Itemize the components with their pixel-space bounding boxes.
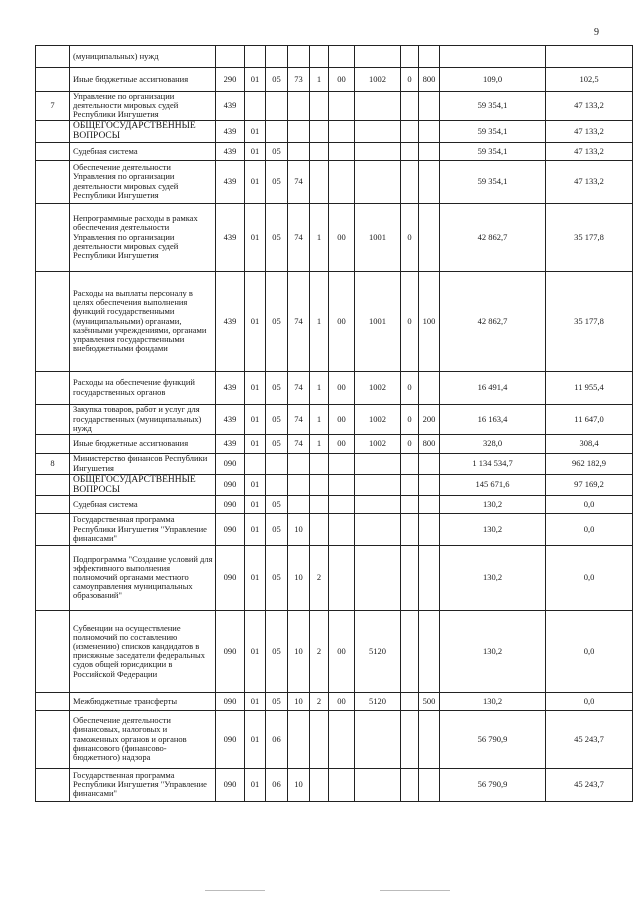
- cell-csr2: 1: [310, 371, 329, 404]
- table-row: [36, 692, 633, 710]
- scan-mark: [380, 890, 450, 891]
- cell-csr2: [310, 160, 329, 203]
- cell-pr: 05: [266, 692, 288, 710]
- cell-csr3: [329, 768, 355, 801]
- cell-adm: 090: [216, 474, 245, 495]
- cell-sum2: 97 169,2: [546, 474, 633, 495]
- table-row: [36, 68, 633, 92]
- cell-pr: 05: [266, 434, 288, 453]
- cell-csr1: 74: [288, 160, 310, 203]
- cell-sum2: 0,0: [546, 513, 633, 545]
- cell-pr: 05: [266, 610, 288, 692]
- cell-sum2: 45 243,7: [546, 768, 633, 801]
- cell-num: [36, 768, 70, 801]
- cell-csr5: [401, 495, 419, 513]
- table-row: [36, 610, 633, 692]
- cell-adm: 439: [216, 142, 245, 160]
- cell-sum2: 47 133,2: [546, 142, 633, 160]
- cell-name: Министерство финансов Республики Ингушетия: [70, 453, 216, 474]
- page-number: 9: [594, 27, 599, 38]
- cell-sum2: 0,0: [546, 495, 633, 513]
- cell-csr2: [310, 768, 329, 801]
- cell-csr2: 1: [310, 271, 329, 371]
- cell-csr5: [401, 545, 419, 610]
- cell-name: Государственная программа Республики Ингушетия "Управление финансами": [70, 768, 216, 801]
- cell-pr: 05: [266, 371, 288, 404]
- cell-csr5: 0: [401, 271, 419, 371]
- cell-name: Иные бюджетные ассигнования: [70, 68, 216, 92]
- cell-name: Расходы на обеспечение функций государственных органов: [70, 371, 216, 404]
- table-row: [36, 495, 633, 513]
- cell-sum2: 35 177,8: [546, 271, 633, 371]
- cell-vr: [419, 710, 440, 768]
- cell-sum1: 130,2: [440, 545, 546, 610]
- table-row: [36, 453, 633, 474]
- cell-vr: [419, 142, 440, 160]
- cell-csr2: 1: [310, 404, 329, 434]
- cell-csr1: 74: [288, 271, 310, 371]
- cell-csr2: [310, 92, 329, 121]
- cell-csr5: 0: [401, 203, 419, 271]
- scan-mark: [205, 890, 265, 891]
- cell-csr4: [355, 545, 401, 610]
- cell-adm: 090: [216, 513, 245, 545]
- cell-name: ОБЩЕГОСУДАРСТВЕННЫЕ ВОПРОСЫ: [70, 120, 216, 142]
- cell-csr1: [288, 474, 310, 495]
- cell-vr: [419, 513, 440, 545]
- cell-csr4: [355, 92, 401, 121]
- cell-csr5: [401, 710, 419, 768]
- cell-csr4: 5120: [355, 610, 401, 692]
- cell-pr: 05: [266, 142, 288, 160]
- cell-sum2: 308,4: [546, 434, 633, 453]
- table-row: [36, 160, 633, 203]
- cell-num: [36, 545, 70, 610]
- cell-csr3: 00: [329, 404, 355, 434]
- cell-adm: 090: [216, 710, 245, 768]
- cell-csr3: 00: [329, 271, 355, 371]
- cell-pr: 05: [266, 495, 288, 513]
- cell-adm: 439: [216, 404, 245, 434]
- table-row: [36, 513, 633, 545]
- cell-num: [36, 610, 70, 692]
- cell-vr: [419, 495, 440, 513]
- cell-sum1: 59 354,1: [440, 142, 546, 160]
- cell-csr2: [310, 142, 329, 160]
- cell-pr: 06: [266, 710, 288, 768]
- cell-csr3: 00: [329, 610, 355, 692]
- cell-csr1: [288, 46, 310, 68]
- cell-csr3: [329, 513, 355, 545]
- cell-rz: [245, 92, 266, 121]
- cell-sum2: 35 177,8: [546, 203, 633, 271]
- cell-csr3: 00: [329, 371, 355, 404]
- cell-csr2: [310, 46, 329, 68]
- cell-rz: [245, 453, 266, 474]
- cell-csr2: [310, 495, 329, 513]
- cell-csr2: 1: [310, 68, 329, 92]
- cell-csr3: [329, 92, 355, 121]
- table-row: [36, 404, 633, 434]
- cell-sum2: [546, 46, 633, 68]
- cell-vr: [419, 453, 440, 474]
- cell-csr5: [401, 142, 419, 160]
- cell-num: [36, 474, 70, 495]
- table-row: [36, 92, 633, 121]
- cell-csr4: 1002: [355, 68, 401, 92]
- cell-csr2: [310, 710, 329, 768]
- cell-csr5: [401, 46, 419, 68]
- table-row: [36, 371, 633, 404]
- cell-rz: 01: [245, 768, 266, 801]
- cell-pr: 05: [266, 404, 288, 434]
- cell-rz: 01: [245, 513, 266, 545]
- cell-csr1: [288, 495, 310, 513]
- cell-vr: 100: [419, 271, 440, 371]
- cell-name: Субвенции на осуществление полномочий по составлению (изменению) списков кандидатов в присяжные заседатели федеральных судов общей юрисдикции в Российской Федерации: [70, 610, 216, 692]
- cell-num: [36, 160, 70, 203]
- cell-vr: [419, 160, 440, 203]
- table-body: [36, 46, 633, 802]
- cell-csr4: [355, 768, 401, 801]
- cell-rz: 01: [245, 474, 266, 495]
- cell-name: Подпрограмма "Создание условий для эффективного выполнения полномочий органами местного самоуправления муниципальных образований": [70, 545, 216, 610]
- cell-vr: [419, 371, 440, 404]
- cell-csr4: 5120: [355, 692, 401, 710]
- cell-adm: 090: [216, 768, 245, 801]
- cell-rz: 01: [245, 610, 266, 692]
- cell-csr4: 1001: [355, 203, 401, 271]
- cell-vr: [419, 545, 440, 610]
- cell-csr5: 0: [401, 404, 419, 434]
- cell-rz: 01: [245, 434, 266, 453]
- cell-adm: 439: [216, 203, 245, 271]
- cell-pr: 05: [266, 271, 288, 371]
- cell-csr3: 00: [329, 68, 355, 92]
- cell-name: Расходы на выплаты персоналу в целях обеспечения выполнения функций государственными (муниципальными) органами, казёнными учреждениями, органами управления государственными внебюджетными фондами: [70, 271, 216, 371]
- table-row: [36, 142, 633, 160]
- cell-csr1: 74: [288, 371, 310, 404]
- cell-csr2: 2: [310, 545, 329, 610]
- cell-num: [36, 371, 70, 404]
- cell-vr: [419, 46, 440, 68]
- cell-csr4: [355, 453, 401, 474]
- cell-adm: 090: [216, 610, 245, 692]
- cell-adm: 439: [216, 271, 245, 371]
- cell-vr: [419, 120, 440, 142]
- cell-num: [36, 271, 70, 371]
- cell-adm: 439: [216, 371, 245, 404]
- cell-vr: 800: [419, 434, 440, 453]
- cell-sum1: 130,2: [440, 692, 546, 710]
- cell-sum1: 145 671,6: [440, 474, 546, 495]
- cell-csr5: [401, 692, 419, 710]
- cell-csr3: [329, 46, 355, 68]
- cell-vr: [419, 92, 440, 121]
- cell-adm: 439: [216, 120, 245, 142]
- cell-num: [36, 68, 70, 92]
- table-row: [36, 46, 633, 68]
- cell-csr4: [355, 46, 401, 68]
- cell-name: Управление по организации деятельности мировых судей Республики Ингушетия: [70, 92, 216, 121]
- cell-sum1: 130,2: [440, 513, 546, 545]
- cell-sum2: 962 182,9: [546, 453, 633, 474]
- cell-csr2: [310, 474, 329, 495]
- cell-csr4: 1002: [355, 371, 401, 404]
- cell-name: Непрограммные расходы в рамках обеспечения деятельности Управления по организации деятельности мировых судей Республики Ингушетия: [70, 203, 216, 271]
- cell-rz: 01: [245, 203, 266, 271]
- cell-name: ОБЩЕГОСУДАРСТВЕННЫЕ ВОПРОСЫ: [70, 474, 216, 495]
- table-row: [36, 710, 633, 768]
- cell-rz: 01: [245, 495, 266, 513]
- cell-sum2: 102,5: [546, 68, 633, 92]
- cell-pr: 05: [266, 513, 288, 545]
- cell-csr4: [355, 160, 401, 203]
- cell-name: Государственная программа Республики Ингушетия "Управление финансами": [70, 513, 216, 545]
- cell-csr2: [310, 120, 329, 142]
- cell-adm: 090: [216, 545, 245, 610]
- cell-num: 8: [36, 453, 70, 474]
- cell-csr5: [401, 610, 419, 692]
- cell-num: [36, 142, 70, 160]
- cell-csr3: [329, 710, 355, 768]
- cell-name: Судебная система: [70, 495, 216, 513]
- cell-csr4: [355, 142, 401, 160]
- cell-vr: [419, 610, 440, 692]
- cell-csr3: 00: [329, 692, 355, 710]
- cell-csr1: 10: [288, 610, 310, 692]
- cell-name: Обеспечение деятельности Управления по организации деятельности мировых судей Республики Ингушетия: [70, 160, 216, 203]
- cell-rz: 01: [245, 371, 266, 404]
- cell-csr4: 1001: [355, 271, 401, 371]
- cell-pr: 05: [266, 545, 288, 610]
- cell-vr: 500: [419, 692, 440, 710]
- cell-num: [36, 434, 70, 453]
- cell-name: Закупка товаров, работ и услуг для государственных (муниципальных) нужд: [70, 404, 216, 434]
- cell-sum2: 0,0: [546, 692, 633, 710]
- cell-num: [36, 692, 70, 710]
- cell-adm: 439: [216, 160, 245, 203]
- cell-csr2: 2: [310, 692, 329, 710]
- cell-rz: 01: [245, 271, 266, 371]
- cell-adm: 439: [216, 92, 245, 121]
- cell-adm: 290: [216, 68, 245, 92]
- cell-csr1: [288, 120, 310, 142]
- cell-sum2: 47 133,2: [546, 160, 633, 203]
- cell-rz: 01: [245, 68, 266, 92]
- cell-sum1: 16 491,4: [440, 371, 546, 404]
- cell-csr1: 73: [288, 68, 310, 92]
- cell-csr3: [329, 160, 355, 203]
- cell-csr1: 74: [288, 404, 310, 434]
- cell-pr: [266, 46, 288, 68]
- cell-sum1: 130,2: [440, 610, 546, 692]
- cell-num: 7: [36, 92, 70, 121]
- cell-csr1: [288, 142, 310, 160]
- cell-num: [36, 46, 70, 68]
- cell-csr4: 1002: [355, 434, 401, 453]
- cell-csr4: [355, 513, 401, 545]
- cell-sum1: 59 354,1: [440, 120, 546, 142]
- cell-rz: 01: [245, 692, 266, 710]
- cell-pr: [266, 92, 288, 121]
- table-row: [36, 203, 633, 271]
- cell-sum1: 56 790,9: [440, 768, 546, 801]
- cell-csr1: 10: [288, 545, 310, 610]
- cell-sum1: 109,0: [440, 68, 546, 92]
- cell-csr1: [288, 92, 310, 121]
- cell-name: (муниципальных) нужд: [70, 46, 216, 68]
- cell-sum2: 11 647,0: [546, 404, 633, 434]
- cell-csr3: 00: [329, 203, 355, 271]
- table-row: [36, 271, 633, 371]
- cell-num: [36, 710, 70, 768]
- table-row: [36, 434, 633, 453]
- cell-rz: [245, 46, 266, 68]
- cell-sum1: 16 163,4: [440, 404, 546, 434]
- cell-sum2: 0,0: [546, 545, 633, 610]
- cell-csr2: 2: [310, 610, 329, 692]
- cell-csr1: [288, 710, 310, 768]
- cell-csr4: [355, 120, 401, 142]
- cell-num: [36, 120, 70, 142]
- cell-csr5: [401, 92, 419, 121]
- cell-pr: 06: [266, 768, 288, 801]
- cell-csr5: [401, 453, 419, 474]
- cell-csr1: 74: [288, 203, 310, 271]
- cell-csr5: 0: [401, 68, 419, 92]
- cell-csr5: 0: [401, 371, 419, 404]
- cell-num: [36, 203, 70, 271]
- cell-name: Иные бюджетные ассигнования: [70, 434, 216, 453]
- cell-csr4: [355, 474, 401, 495]
- cell-csr1: 10: [288, 692, 310, 710]
- table-row: [36, 120, 633, 142]
- cell-csr1: 74: [288, 434, 310, 453]
- cell-sum2: 11 955,4: [546, 371, 633, 404]
- cell-adm: 439: [216, 434, 245, 453]
- cell-sum1: 59 354,1: [440, 160, 546, 203]
- cell-num: [36, 513, 70, 545]
- table-row: [36, 474, 633, 495]
- cell-sum2: 45 243,7: [546, 710, 633, 768]
- cell-csr3: [329, 545, 355, 610]
- cell-vr: [419, 203, 440, 271]
- cell-csr4: 1002: [355, 404, 401, 434]
- cell-pr: [266, 120, 288, 142]
- cell-rz: 01: [245, 404, 266, 434]
- cell-sum1: 42 862,7: [440, 203, 546, 271]
- budget-table: [35, 45, 633, 802]
- cell-num: [36, 404, 70, 434]
- cell-name: Обеспечение деятельности финансовых, налоговых и таможенных органов и органов финансового (финансово-бюджетного) надзора: [70, 710, 216, 768]
- table-row: [36, 545, 633, 610]
- cell-sum1: 1 134 534,7: [440, 453, 546, 474]
- cell-csr3: 00: [329, 434, 355, 453]
- cell-csr5: [401, 160, 419, 203]
- cell-csr2: 1: [310, 434, 329, 453]
- cell-vr: [419, 768, 440, 801]
- cell-csr2: [310, 453, 329, 474]
- cell-csr4: [355, 710, 401, 768]
- cell-num: [36, 495, 70, 513]
- cell-name: Межбюджетные трансферты: [70, 692, 216, 710]
- cell-sum1: 42 862,7: [440, 271, 546, 371]
- cell-csr5: [401, 513, 419, 545]
- cell-vr: 200: [419, 404, 440, 434]
- cell-csr2: 1: [310, 203, 329, 271]
- cell-sum1: 130,2: [440, 495, 546, 513]
- cell-sum1: 328,0: [440, 434, 546, 453]
- cell-csr4: [355, 495, 401, 513]
- cell-csr5: 0: [401, 434, 419, 453]
- cell-rz: 01: [245, 545, 266, 610]
- cell-sum2: 47 133,2: [546, 92, 633, 121]
- cell-csr3: [329, 142, 355, 160]
- cell-pr: 05: [266, 68, 288, 92]
- cell-rz: 01: [245, 160, 266, 203]
- cell-csr1: 10: [288, 768, 310, 801]
- cell-pr: 05: [266, 160, 288, 203]
- cell-pr: [266, 474, 288, 495]
- cell-pr: [266, 453, 288, 474]
- cell-csr3: [329, 120, 355, 142]
- cell-csr5: [401, 768, 419, 801]
- cell-adm: 090: [216, 692, 245, 710]
- cell-sum1: 56 790,9: [440, 710, 546, 768]
- cell-adm: [216, 46, 245, 68]
- cell-csr3: [329, 495, 355, 513]
- cell-adm: 090: [216, 495, 245, 513]
- cell-vr: [419, 474, 440, 495]
- cell-csr2: [310, 513, 329, 545]
- cell-csr1: [288, 453, 310, 474]
- cell-rz: 01: [245, 142, 266, 160]
- cell-sum2: 0,0: [546, 610, 633, 692]
- cell-csr1: 10: [288, 513, 310, 545]
- cell-vr: 800: [419, 68, 440, 92]
- cell-csr3: [329, 474, 355, 495]
- cell-sum1: 59 354,1: [440, 92, 546, 121]
- cell-name: Судебная система: [70, 142, 216, 160]
- cell-csr3: [329, 453, 355, 474]
- cell-csr5: [401, 120, 419, 142]
- cell-adm: 090: [216, 453, 245, 474]
- cell-sum1: [440, 46, 546, 68]
- cell-rz: 01: [245, 120, 266, 142]
- table-row: [36, 768, 633, 801]
- cell-pr: 05: [266, 203, 288, 271]
- cell-sum2: 47 133,2: [546, 120, 633, 142]
- cell-rz: 01: [245, 710, 266, 768]
- cell-csr5: [401, 474, 419, 495]
